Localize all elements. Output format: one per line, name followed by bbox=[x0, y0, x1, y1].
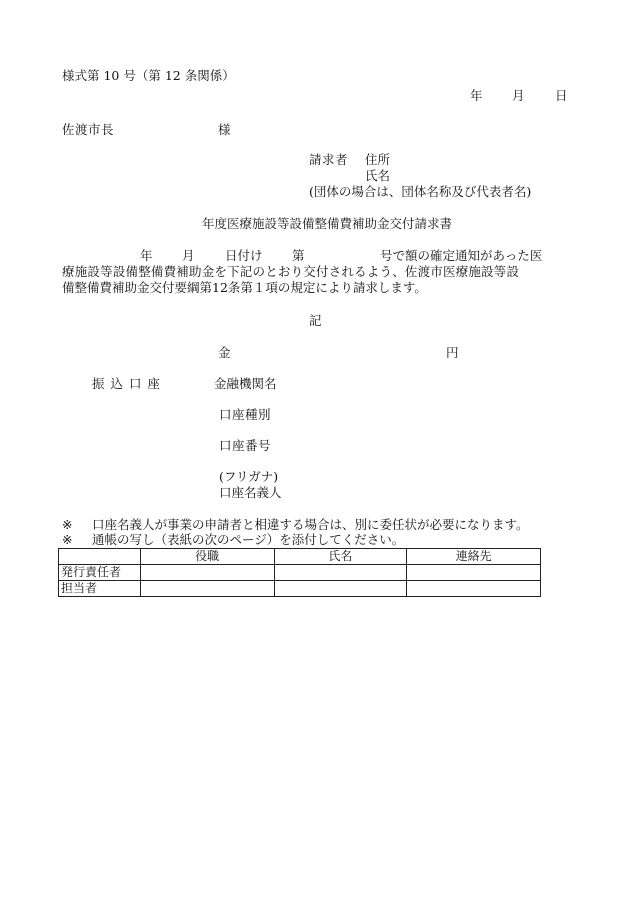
document-title: 年度医療施設等設備整備費補助金交付請求書 bbox=[202, 216, 453, 231]
bank-institution-label: 金融機関名 bbox=[214, 376, 277, 391]
contact-header-contact: 連絡先 bbox=[407, 549, 541, 565]
note-mark-2: ※ bbox=[62, 532, 73, 547]
body-year: 年 bbox=[140, 248, 153, 263]
issuer-position-cell bbox=[140, 565, 274, 581]
claimant-address-label: 住所 bbox=[365, 152, 391, 167]
addressee-honorific: 様 bbox=[218, 122, 231, 137]
note-mark-1: ※ bbox=[62, 517, 73, 532]
contact-header-blank bbox=[59, 549, 141, 565]
row-label-person-in-charge: 担当者 bbox=[59, 581, 141, 597]
note-text-1: 口座名義人が事業の申請者と相違する場合は、別に委任状が必要になります。 bbox=[92, 517, 529, 532]
date-year: 年 bbox=[470, 88, 483, 103]
contact-header-name: 氏名 bbox=[274, 549, 407, 565]
contact-table-header-row bbox=[59, 549, 541, 565]
form-number: 様式第 10 号（第 12 条関係） bbox=[62, 68, 235, 83]
issuer-contact-cell bbox=[407, 565, 541, 581]
note-heading: 記 bbox=[309, 313, 322, 328]
bank-section-label: 振 込 口 座 bbox=[92, 376, 161, 391]
amount-unit: 円 bbox=[446, 345, 459, 360]
row-label-issuer: 発行責任者 bbox=[59, 565, 141, 581]
table-row bbox=[59, 581, 541, 597]
claimant-name-label: 氏名 bbox=[365, 168, 391, 183]
bank-account-number-label: 口座番号 bbox=[219, 438, 272, 453]
person-position-cell bbox=[140, 581, 274, 597]
body-dated: 日付け bbox=[225, 248, 263, 263]
note-text-2: 通帳の写し（表紙の次のページ）を添付してください。 bbox=[92, 532, 405, 547]
person-contact-cell bbox=[407, 581, 541, 597]
body-line3: 備整備費補助金交付要綱第12条第１項の規定により請求します。 bbox=[62, 280, 427, 295]
table-row bbox=[59, 565, 541, 581]
bank-furigana-label: (フリガナ) bbox=[219, 469, 279, 484]
addressee-name: 佐渡市長 bbox=[62, 122, 115, 137]
body-month: 月 bbox=[182, 248, 195, 263]
body-number-label: 第 bbox=[292, 248, 305, 263]
contact-table bbox=[58, 548, 541, 597]
issuer-name-cell bbox=[274, 565, 407, 581]
body-line2: 療施設等設備整備費補助金を下記のとおり交付されるよう、佐渡市医療施設等設 bbox=[62, 264, 520, 279]
amount-label: 金 bbox=[218, 345, 231, 360]
bank-account-type-label: 口座種別 bbox=[219, 407, 272, 422]
date-month: 月 bbox=[512, 88, 525, 103]
bank-holder-label: 口座名義人 bbox=[219, 485, 282, 500]
claimant-group-note: (団体の場合は、団体名称及び代表者名) bbox=[309, 184, 532, 199]
body-line1-rest: 号で額の確定通知があった医 bbox=[380, 248, 543, 263]
person-name-cell bbox=[274, 581, 407, 597]
date-day: 日 bbox=[555, 88, 568, 103]
claimant-label: 請求者 bbox=[309, 152, 349, 167]
contact-header-position: 役職 bbox=[140, 549, 274, 565]
